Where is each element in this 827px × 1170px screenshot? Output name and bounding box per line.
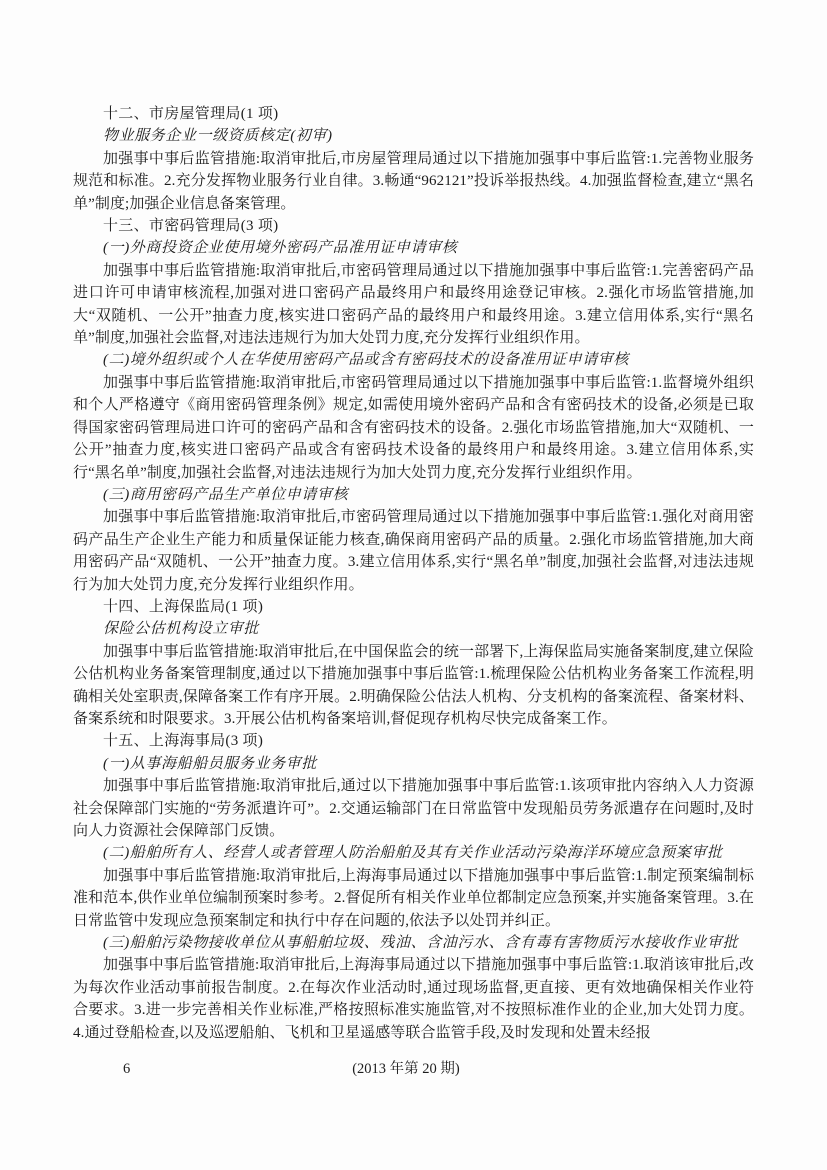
- paragraph-item: 物业服务企业一级资质核定(初审): [103, 128, 333, 145]
- issue-label: (2013 年第 20 期): [352, 1061, 460, 1077]
- paragraph-body: 加强事中事后监管措施:取消审批后,市密码管理局通过以下措施加强事中事后监管:1.完善密码产品进口许可申请审核流程,加强对进口密码产品最终用户和最终用途登记审核。2.强化市场监管措施,加大“双随机、一公开”抽查力度,核实进口密码产品的最终用户和最终用途。3.建立信用体系,实行“黑名单”制度,加强社会监督,对违法违规行为加大处罚力度,充分发挥行业组织作用。: [73, 262, 754, 347]
- paragraph-section: 十四、上海保监局(1 项): [103, 598, 264, 615]
- paragraph-body: 加强事中事后监管措施:取消审批后,市密码管理局通过以下措施加强事中事后监管:1.监督境外组织和个人严格遵守《商用密码管理条例》规定,如需使用境外密码产品和含有密码技术的设备,必须是已取得国家密码管理局进口许可的密码产品和含有密码技术的设备。2.强化市场监管措施,加大“双随机、一公开”抽查力度,核实进口密码产品或含有密码技术设备的最终用户和最终用途。3.建立信用体系,实行“黑名单”制度,加强社会监督,对违法违规行为加大处罚力度,充分发挥行业组织作用。: [73, 374, 754, 481]
- paragraph-item: 保险公估机构设立审批: [103, 621, 260, 638]
- paragraph-item: (三)船舶污染物接收单位从事船舶垃圾、残油、含油污水、含有毒有害物质污水接收作业审批: [103, 935, 739, 952]
- paragraph-section: 十三、市密码管理局(3 项): [103, 218, 279, 235]
- paragraph-body: 加强事中事后监管措施:取消审批后,市密码管理局通过以下措施加强事中事后监管:1.强化对商用密码产品生产企业生产能力和质量保证能力核查,确保商用密码产品的质量。2.强化市场监管措施,加大商用密码产品“双随机、一公开”抽查力度。3.建立信用体系,实行“黑名单”制度,加强社会监督,对违法违规行为加大处罚力度,充分发挥行业组织作用。: [73, 509, 754, 593]
- page-footer: [0, 1058, 827, 1080]
- paragraph-body: 加强事中事后监管措施:取消审批后,在中国保监会的统一部署下,上海保监局实施备案制度,建立保险公估机构业务备案管理制度,通过以下措施加强事中事后监管:1.梳理保险公估机构业务备案工作流程,明确相关处室职责,保障备案工作有序开展。2.明确保险公估法人机构、分支机构的备案流程、备案材料、备案系统和时限要求。3.开展公估机构备案培训,督促现存机构尽快完成备案工作。: [73, 643, 754, 727]
- paragraph-item: (一)外商投资企业使用境外密码产品准用证申请审核: [103, 240, 458, 257]
- paragraph-body: 加强事中事后监管措施:取消审批后,市房屋管理局通过以下措施加强事中事后监管:1.完善物业服务规范和标准。2.充分发挥物业服务行业自律。3.畅通“962121”投诉举报热线。4.加强监督检查,建立“黑名单”制度;加强企业信息备案管理。: [73, 150, 754, 212]
- paragraph-section: 十二、市房屋管理局(1 项): [103, 106, 279, 122]
- paragraph-item: (二)境外组织或个人在华使用密码产品或含有密码技术的设备准用证申请审核: [103, 352, 629, 369]
- paragraph-section: 十五、上海海事局(3 项): [103, 733, 264, 750]
- document-body: [73, 103, 754, 1044]
- paragraph-item: (三)商用密码产品生产单位申请审核: [103, 486, 349, 503]
- paragraph-body: 加强事中事后监管措施:取消审批后,上海海事局通过以下措施加强事中事后监管:1.制定预案编制标准和范本,供作业单位编制预案时参考。2.督促所有相关作业单位都制定应急预案,并实施备案管理。3.在日常监管中发现应急预案制定和执行中存在问题的,依法予以处罚并纠正。: [73, 867, 754, 929]
- paragraph-item: (一)从事海船船员服务业务审批: [103, 755, 317, 772]
- paragraph-body: 加强事中事后监管措施:取消审批后,通过以下措施加强事中事后监管:1.该项审批内容纳入人力资源社会保障部门实施的“劳务派遣许可”。2.交通运输部门在日常监管中发现船员劳务派遣存在问题时,及时向人力资源社会保障部门反馈。: [73, 778, 754, 839]
- paragraph-item: (二)船舶所有人、经营人或者管理人防治船舶及其有关作业活动污染海洋环境应急预案审批: [103, 845, 723, 862]
- paragraph-body: 加强事中事后监管措施:取消审批后,上海海事局通过以下措施加强事中事后监管:1.取消该审批后,改为每次作业活动事前报告制度。2.在每次作业活动时,通过现场监督,更直接、更有效地确保相关作业符合要求。3.进一步完善相关作业标准,严格按照标准实施监管,对不按照标准作业的企业,加大处罚力度。4.通过登船检查,以及巡逻船舶、飞机和卫星遥感等联合监管手段,及时发现和处置未经报: [73, 957, 754, 1041]
- page-number: 6: [123, 1061, 131, 1077]
